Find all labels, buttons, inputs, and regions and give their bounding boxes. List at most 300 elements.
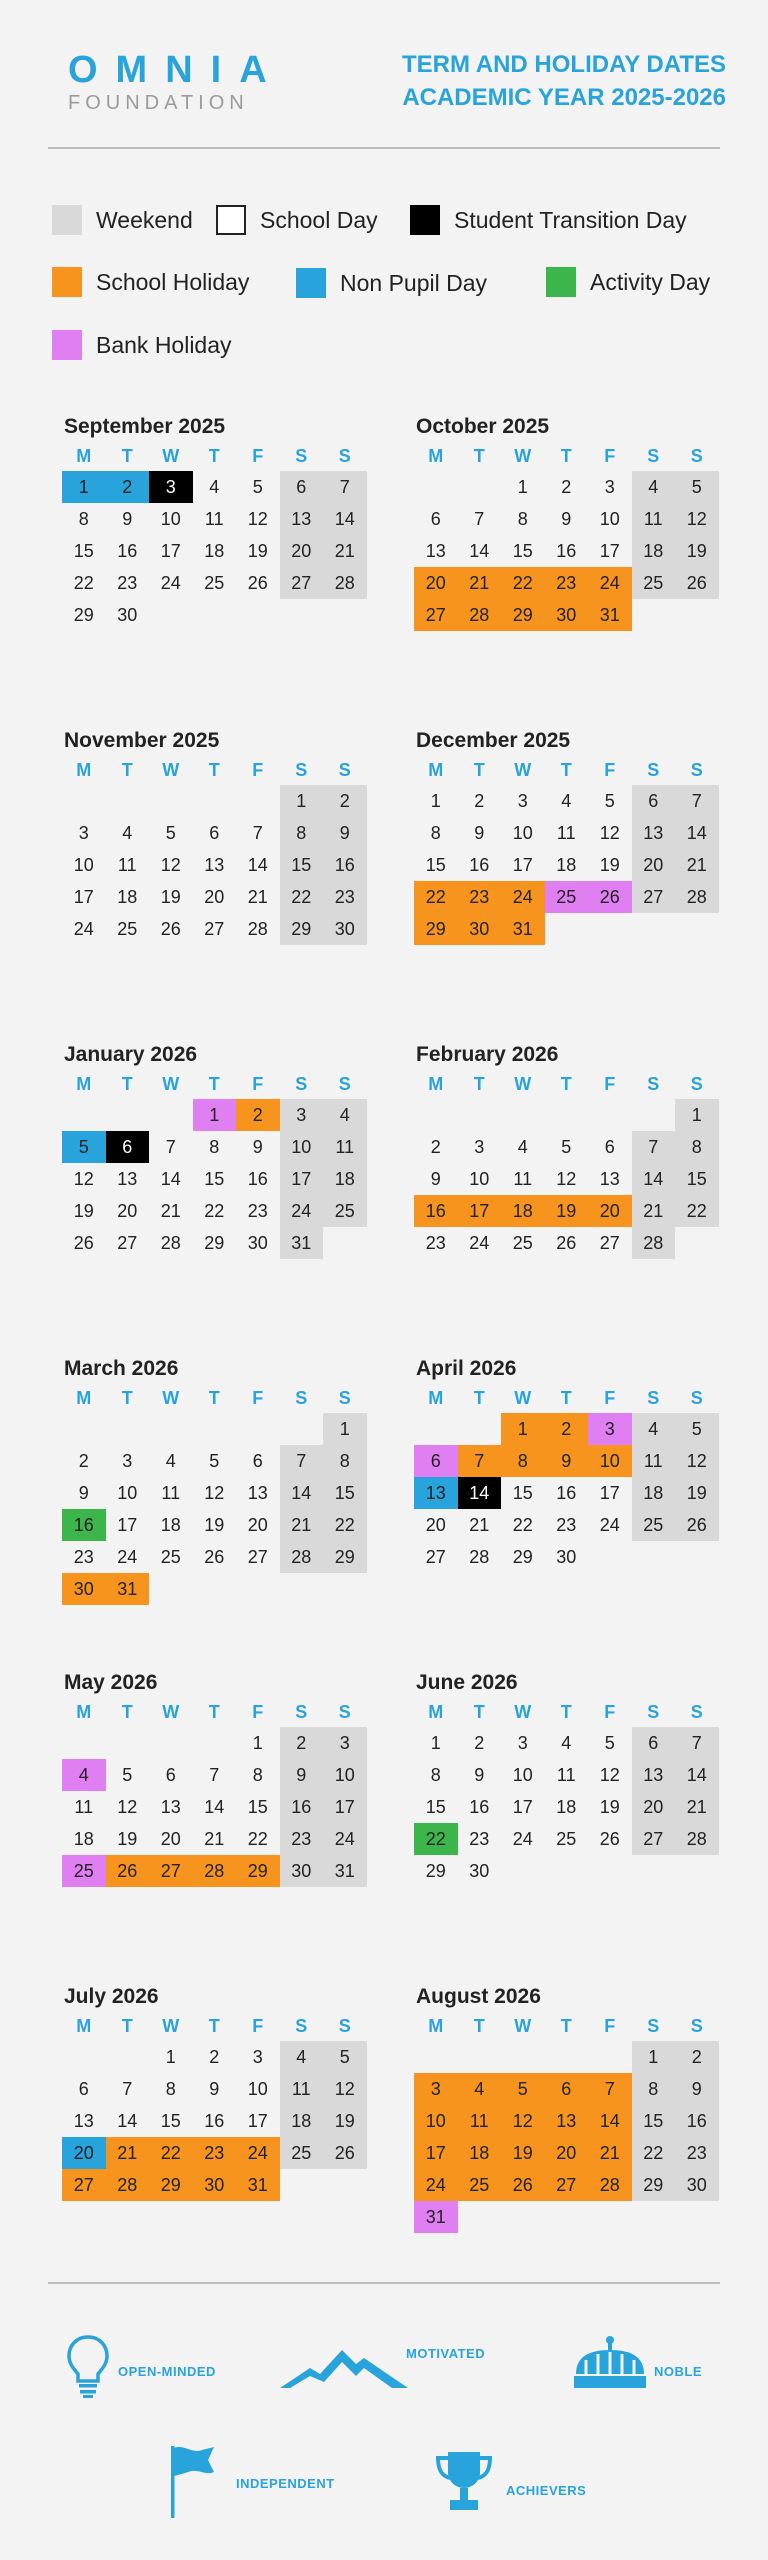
- day-cell: 20: [117, 1200, 138, 1221]
- day-cell: 6: [604, 1136, 615, 1157]
- school-day-swatch: [216, 205, 246, 235]
- weekday-label: S: [690, 1701, 703, 1722]
- day-cell: 25: [632, 567, 676, 599]
- day-cell: 3: [414, 2073, 458, 2105]
- day-cell: 14: [675, 1759, 719, 1791]
- day-cell: 31: [414, 2201, 458, 2233]
- day-cell: 19: [204, 1514, 225, 1535]
- day-cell: 12: [599, 822, 620, 843]
- value-independent-label: INDEPENDENT: [236, 2476, 335, 2491]
- day-cell: 9: [561, 508, 572, 529]
- day-grid: [62, 2041, 368, 2201]
- day-cell: 30: [556, 1546, 577, 1567]
- day-cell: 9: [474, 1764, 485, 1785]
- day-cell: 26: [556, 1232, 577, 1253]
- day-cell: 31: [323, 1855, 367, 1887]
- trophy-icon: [434, 2448, 494, 2514]
- day-cell: 3: [252, 2046, 263, 2067]
- day-cell: 15: [425, 854, 446, 875]
- day-cell: 25: [323, 1195, 367, 1227]
- day-cell: 22: [501, 567, 545, 599]
- weekday-label: T: [560, 759, 572, 780]
- day-cell: 16: [280, 1791, 324, 1823]
- weekday-label: T: [121, 445, 133, 466]
- day-grid: [414, 1099, 720, 1259]
- day-cell: 22: [632, 2137, 676, 2169]
- day-cell: 14: [204, 1796, 225, 1817]
- empty-cell: [62, 785, 106, 817]
- day-cell: 15: [323, 1477, 367, 1509]
- day-cell: 8: [78, 508, 89, 529]
- weekday-label: W: [162, 2015, 180, 2036]
- day-cell: 8: [252, 1764, 263, 1785]
- weekday-label: T: [560, 1701, 572, 1722]
- value-independent: [168, 2444, 335, 2518]
- day-cell: 1: [501, 1413, 545, 1445]
- weekday-label: F: [252, 759, 264, 780]
- day-cell: 26: [675, 1509, 719, 1541]
- weekday-header: [414, 1697, 720, 1727]
- day-cell: 7: [323, 471, 367, 503]
- day-cell: 1: [675, 1099, 719, 1131]
- day-cell: 16: [469, 1796, 490, 1817]
- day-grid: [414, 1727, 720, 1887]
- non-pupil-swatch: [296, 268, 326, 298]
- day-cell: 28: [323, 567, 367, 599]
- day-cell: 4: [165, 1450, 176, 1471]
- day-cell: 5: [675, 1413, 719, 1445]
- weekday-label: T: [208, 2015, 220, 2036]
- day-cell: 27: [62, 2169, 106, 2201]
- weekend-swatch: [52, 205, 82, 235]
- day-cell: 11: [204, 508, 224, 529]
- month-november-2025: [62, 727, 368, 945]
- day-cell: 16: [675, 2105, 719, 2137]
- day-cell: 26: [323, 2137, 367, 2169]
- day-cell: 16: [62, 1509, 106, 1541]
- weekday-label: T: [473, 1073, 485, 1094]
- day-cell: 8: [430, 1764, 441, 1785]
- day-grid: [414, 1413, 720, 1573]
- day-grid: [414, 471, 720, 631]
- day-cell: 23: [545, 567, 589, 599]
- day-cell: 20: [204, 886, 225, 907]
- empty-cell: [106, 1727, 150, 1759]
- weekday-label: M: [76, 2015, 92, 2036]
- day-cell: 26: [106, 1855, 150, 1887]
- day-cell: 6: [632, 1727, 676, 1759]
- day-cell: 14: [280, 1477, 324, 1509]
- day-cell: 26: [160, 918, 181, 939]
- day-cell: 9: [209, 2078, 220, 2099]
- day-cell: 15: [247, 1796, 268, 1817]
- day-cell: 18: [117, 886, 138, 907]
- day-cell: 7: [675, 1727, 719, 1759]
- day-cell: 19: [675, 1477, 719, 1509]
- day-cell: 30: [675, 2169, 719, 2201]
- transition-swatch: [410, 205, 440, 235]
- weekday-header: [62, 1383, 368, 1413]
- day-cell: 17: [280, 1163, 324, 1195]
- day-cell: 10: [160, 508, 181, 529]
- day-cell: 24: [512, 1828, 533, 1849]
- weekday-label: W: [162, 759, 180, 780]
- day-cell: 25: [545, 881, 589, 913]
- mountain-icon: [280, 2344, 410, 2390]
- day-cell: 21: [323, 535, 367, 567]
- day-cell: 4: [209, 476, 220, 497]
- day-cell: 10: [280, 1131, 324, 1163]
- day-cell: 21: [632, 1195, 676, 1227]
- day-cell: 8: [209, 1136, 220, 1157]
- day-cell: 18: [632, 1477, 676, 1509]
- legend-weekend: [52, 205, 193, 235]
- day-cell: 16: [556, 1482, 577, 1503]
- day-cell: 2: [474, 1732, 485, 1753]
- day-cell: 25: [117, 918, 138, 939]
- day-cell: 17: [73, 886, 94, 907]
- day-cell: 8: [430, 822, 441, 843]
- day-cell: 27: [204, 918, 225, 939]
- day-cell: 1: [193, 1099, 237, 1131]
- day-cell: 5: [604, 1732, 615, 1753]
- weekday-label: F: [604, 759, 616, 780]
- day-cell: 23: [425, 1232, 446, 1253]
- day-cell: 17: [414, 2137, 458, 2169]
- weekday-label: M: [76, 1073, 92, 1094]
- weekday-label: T: [473, 1387, 485, 1408]
- empty-cell: [149, 785, 193, 817]
- day-cell: 3: [78, 822, 89, 843]
- empty-cell: [501, 2041, 545, 2073]
- day-cell: 31: [501, 913, 545, 945]
- day-cell: 23: [73, 1546, 94, 1567]
- day-cell: 24: [501, 881, 545, 913]
- weekday-label: M: [428, 2015, 444, 2036]
- day-cell: 1: [165, 2046, 176, 2067]
- day-cell: 5: [323, 2041, 367, 2073]
- weekday-label: M: [428, 445, 444, 466]
- month-may-2026: [62, 1669, 368, 1887]
- day-cell: 10: [599, 508, 620, 529]
- day-cell: 25: [556, 1828, 577, 1849]
- day-cell: 13: [117, 1168, 138, 1189]
- day-cell: 27: [117, 1232, 138, 1253]
- day-cell: 15: [160, 2110, 181, 2131]
- weekday-label: F: [252, 2015, 264, 2036]
- day-cell: 28: [588, 2169, 632, 2201]
- weekday-header: [414, 441, 720, 471]
- day-cell: 16: [247, 1168, 268, 1189]
- legend-transition-label: Student Transition Day: [454, 206, 687, 233]
- weekday-header: [62, 1697, 368, 1727]
- day-cell: 20: [632, 849, 676, 881]
- day-cell: 21: [675, 1791, 719, 1823]
- day-cell: 1: [632, 2041, 676, 2073]
- day-cell: 21: [469, 1514, 490, 1535]
- day-cell: 12: [323, 2073, 367, 2105]
- day-cell: 5: [122, 1764, 133, 1785]
- day-cell: 14: [323, 503, 367, 535]
- day-cell: 5: [675, 471, 719, 503]
- day-cell: 17: [599, 1482, 620, 1503]
- day-cell: 12: [204, 1482, 225, 1503]
- day-cell: 7: [252, 822, 263, 843]
- day-cell: 12: [73, 1168, 94, 1189]
- day-cell: 16: [204, 2110, 225, 2131]
- day-cell: 11: [74, 1796, 94, 1817]
- weekday-label: W: [514, 1073, 532, 1094]
- weekday-header: [414, 2011, 720, 2041]
- day-cell: 3: [588, 1413, 632, 1445]
- day-cell: 23: [675, 2137, 719, 2169]
- empty-cell: [106, 1099, 150, 1131]
- day-cell: 2: [474, 790, 485, 811]
- day-cell: 1: [252, 1732, 263, 1753]
- day-cell: 12: [556, 1168, 577, 1189]
- day-cell: 11: [117, 854, 137, 875]
- day-cell: 1: [280, 785, 324, 817]
- day-cell: 10: [512, 822, 533, 843]
- day-cell: 15: [280, 849, 324, 881]
- weekday-label: M: [428, 1701, 444, 1722]
- day-cell: 8: [165, 2078, 176, 2099]
- day-cell: 19: [247, 540, 268, 561]
- day-cell: 19: [545, 1195, 589, 1227]
- day-cell: 24: [414, 2169, 458, 2201]
- day-cell: 15: [204, 1168, 225, 1189]
- value-noble-label: NOBLE: [654, 2363, 702, 2379]
- day-cell: 6: [209, 822, 220, 843]
- day-cell: 11: [556, 1764, 576, 1785]
- weekday-label: F: [252, 1701, 264, 1722]
- day-cell: 9: [545, 1445, 589, 1477]
- weekday-label: T: [560, 445, 572, 466]
- crown-icon: [570, 2334, 650, 2394]
- weekday-label: T: [121, 2015, 133, 2036]
- day-cell: 11: [513, 1168, 533, 1189]
- day-cell: 25: [458, 2169, 502, 2201]
- day-cell: 19: [501, 2137, 545, 2169]
- weekday-label: M: [428, 759, 444, 780]
- day-cell: 28: [106, 2169, 150, 2201]
- day-cell: 21: [160, 1200, 181, 1221]
- day-cell: 6: [414, 1445, 458, 1477]
- weekday-header: [62, 441, 368, 471]
- day-cell: 22: [323, 1509, 367, 1541]
- day-cell: 7: [588, 2073, 632, 2105]
- value-achievers: [434, 2448, 586, 2514]
- month-title: December 2025: [416, 729, 571, 752]
- day-cell: 11: [556, 822, 576, 843]
- day-cell: 23: [323, 881, 367, 913]
- day-cell: 26: [73, 1232, 94, 1253]
- day-cell: 24: [280, 1195, 324, 1227]
- day-cell: 12: [501, 2105, 545, 2137]
- weekday-label: S: [295, 759, 308, 780]
- day-cell: 21: [588, 2137, 632, 2169]
- month-december-2025: [414, 727, 720, 945]
- day-cell: 23: [469, 1828, 490, 1849]
- day-cell: 8: [501, 1445, 545, 1477]
- holiday-swatch: [52, 267, 82, 297]
- day-cell: 12: [160, 854, 181, 875]
- day-cell: 30: [117, 604, 138, 625]
- day-cell: 17: [512, 854, 533, 875]
- day-cell: 13: [632, 1759, 676, 1791]
- day-cell: 29: [425, 1860, 446, 1881]
- day-cell: 22: [204, 1200, 225, 1221]
- day-cell: 23: [556, 1514, 577, 1535]
- month-title: June 2026: [416, 1671, 518, 1694]
- day-cell: 30: [545, 599, 589, 631]
- day-cell: 2: [675, 2041, 719, 2073]
- legend-bank-label: Bank Holiday: [96, 331, 232, 358]
- empty-cell: [280, 1413, 324, 1445]
- weekday-label: F: [252, 1387, 264, 1408]
- day-cell: 27: [414, 599, 458, 631]
- empty-cell: [236, 1413, 280, 1445]
- day-cell: 22: [414, 881, 458, 913]
- day-cell: 17: [323, 1791, 367, 1823]
- empty-cell: [588, 2041, 632, 2073]
- day-cell: 4: [632, 1413, 676, 1445]
- day-cell: 6: [632, 785, 676, 817]
- day-cell: 9: [252, 1136, 263, 1157]
- day-cell: 7: [458, 1445, 502, 1477]
- day-grid: [62, 1413, 368, 1605]
- day-cell: 18: [204, 540, 225, 561]
- day-cell: 30: [280, 1855, 324, 1887]
- weekday-label: T: [560, 1073, 572, 1094]
- day-cell: 20: [160, 1828, 181, 1849]
- weekday-label: F: [604, 1387, 616, 1408]
- day-cell: 7: [209, 1764, 220, 1785]
- empty-cell: [414, 471, 458, 503]
- activity-swatch: [546, 267, 576, 297]
- day-cell: 13: [545, 2105, 589, 2137]
- day-cell: 19: [160, 886, 181, 907]
- day-cell: 21: [280, 1509, 324, 1541]
- day-cell: 31: [588, 599, 632, 631]
- day-cell: 14: [632, 1163, 676, 1195]
- day-cell: 23: [280, 1823, 324, 1855]
- weekday-label: T: [121, 1701, 133, 1722]
- weekday-header: [62, 2011, 368, 2041]
- day-cell: 20: [632, 1791, 676, 1823]
- top-divider: [48, 147, 720, 149]
- empty-cell: [149, 1413, 193, 1445]
- month-october-2025: [414, 413, 720, 631]
- weekday-label: W: [162, 445, 180, 466]
- day-cell: 26: [599, 1828, 620, 1849]
- day-cell: 10: [512, 1764, 533, 1785]
- day-cell: 4: [280, 2041, 324, 2073]
- day-cell: 1: [323, 1413, 367, 1445]
- bottom-divider: [48, 2282, 720, 2284]
- day-cell: 30: [469, 1860, 490, 1881]
- day-cell: 9: [122, 508, 133, 529]
- day-cell: 6: [165, 1764, 176, 1785]
- day-cell: 11: [632, 1445, 676, 1477]
- weekday-label: F: [604, 2015, 616, 2036]
- day-cell: 13: [414, 1477, 458, 1509]
- day-cell: 18: [501, 1195, 545, 1227]
- legend-non-pupil: [296, 268, 487, 298]
- empty-cell: [458, 471, 502, 503]
- day-grid: [62, 785, 368, 945]
- day-cell: 24: [469, 1232, 490, 1253]
- weekday-label: T: [560, 1387, 572, 1408]
- day-cell: 16: [469, 854, 490, 875]
- empty-cell: [106, 1413, 150, 1445]
- day-cell: 11: [280, 2073, 324, 2105]
- day-cell: 24: [323, 1823, 367, 1855]
- day-cell: 2: [236, 1099, 280, 1131]
- day-cell: 31: [106, 1573, 150, 1605]
- day-cell: 29: [512, 1546, 533, 1567]
- day-cell: 22: [247, 1828, 268, 1849]
- day-cell: 16: [117, 540, 138, 561]
- day-cell: 27: [149, 1855, 193, 1887]
- day-cell: 26: [204, 1546, 225, 1567]
- day-cell: 4: [561, 1732, 572, 1753]
- day-cell: 23: [193, 2137, 237, 2169]
- weekday-label: S: [690, 445, 703, 466]
- day-cell: 1: [430, 790, 441, 811]
- empty-cell: [193, 1413, 237, 1445]
- day-cell: 5: [252, 476, 263, 497]
- weekday-label: S: [647, 1387, 660, 1408]
- day-cell: 26: [501, 2169, 545, 2201]
- day-cell: 10: [469, 1168, 490, 1189]
- day-cell: 27: [247, 1546, 268, 1567]
- day-cell: 8: [323, 1445, 367, 1477]
- day-cell: 4: [122, 822, 133, 843]
- weekday-label: S: [295, 1387, 308, 1408]
- weekday-label: S: [647, 1073, 660, 1094]
- value-motivated-label: MOTIVATED: [406, 2346, 486, 2361]
- day-cell: 25: [280, 2137, 324, 2169]
- day-cell: 7: [122, 2078, 133, 2099]
- day-cell: 4: [323, 1099, 367, 1131]
- month-title: January 2026: [64, 1043, 198, 1066]
- day-cell: 3: [149, 471, 193, 503]
- day-cell: 15: [632, 2105, 676, 2137]
- day-cell: 31: [280, 1227, 324, 1259]
- day-cell: 6: [430, 508, 441, 529]
- month-june-2026: [414, 1669, 720, 1887]
- day-cell: 28: [458, 599, 502, 631]
- day-cell: 29: [73, 604, 94, 625]
- weekday-label: M: [428, 1387, 444, 1408]
- month-january-2026: [62, 1041, 368, 1259]
- day-cell: 2: [561, 476, 572, 497]
- logo-subtitle: FOUNDATION: [68, 92, 249, 114]
- day-cell: 22: [73, 572, 94, 593]
- day-cell: 16: [414, 1195, 458, 1227]
- day-cell: 6: [252, 1450, 263, 1471]
- day-cell: 9: [675, 2073, 719, 2105]
- day-cell: 13: [73, 2110, 94, 2131]
- day-cell: 30: [458, 913, 502, 945]
- weekday-label: W: [514, 1387, 532, 1408]
- weekday-label: M: [76, 1701, 92, 1722]
- weekday-label: T: [560, 2015, 572, 2036]
- weekday-label: S: [295, 1073, 308, 1094]
- weekday-label: T: [208, 1701, 220, 1722]
- month-september-2025: [62, 413, 368, 631]
